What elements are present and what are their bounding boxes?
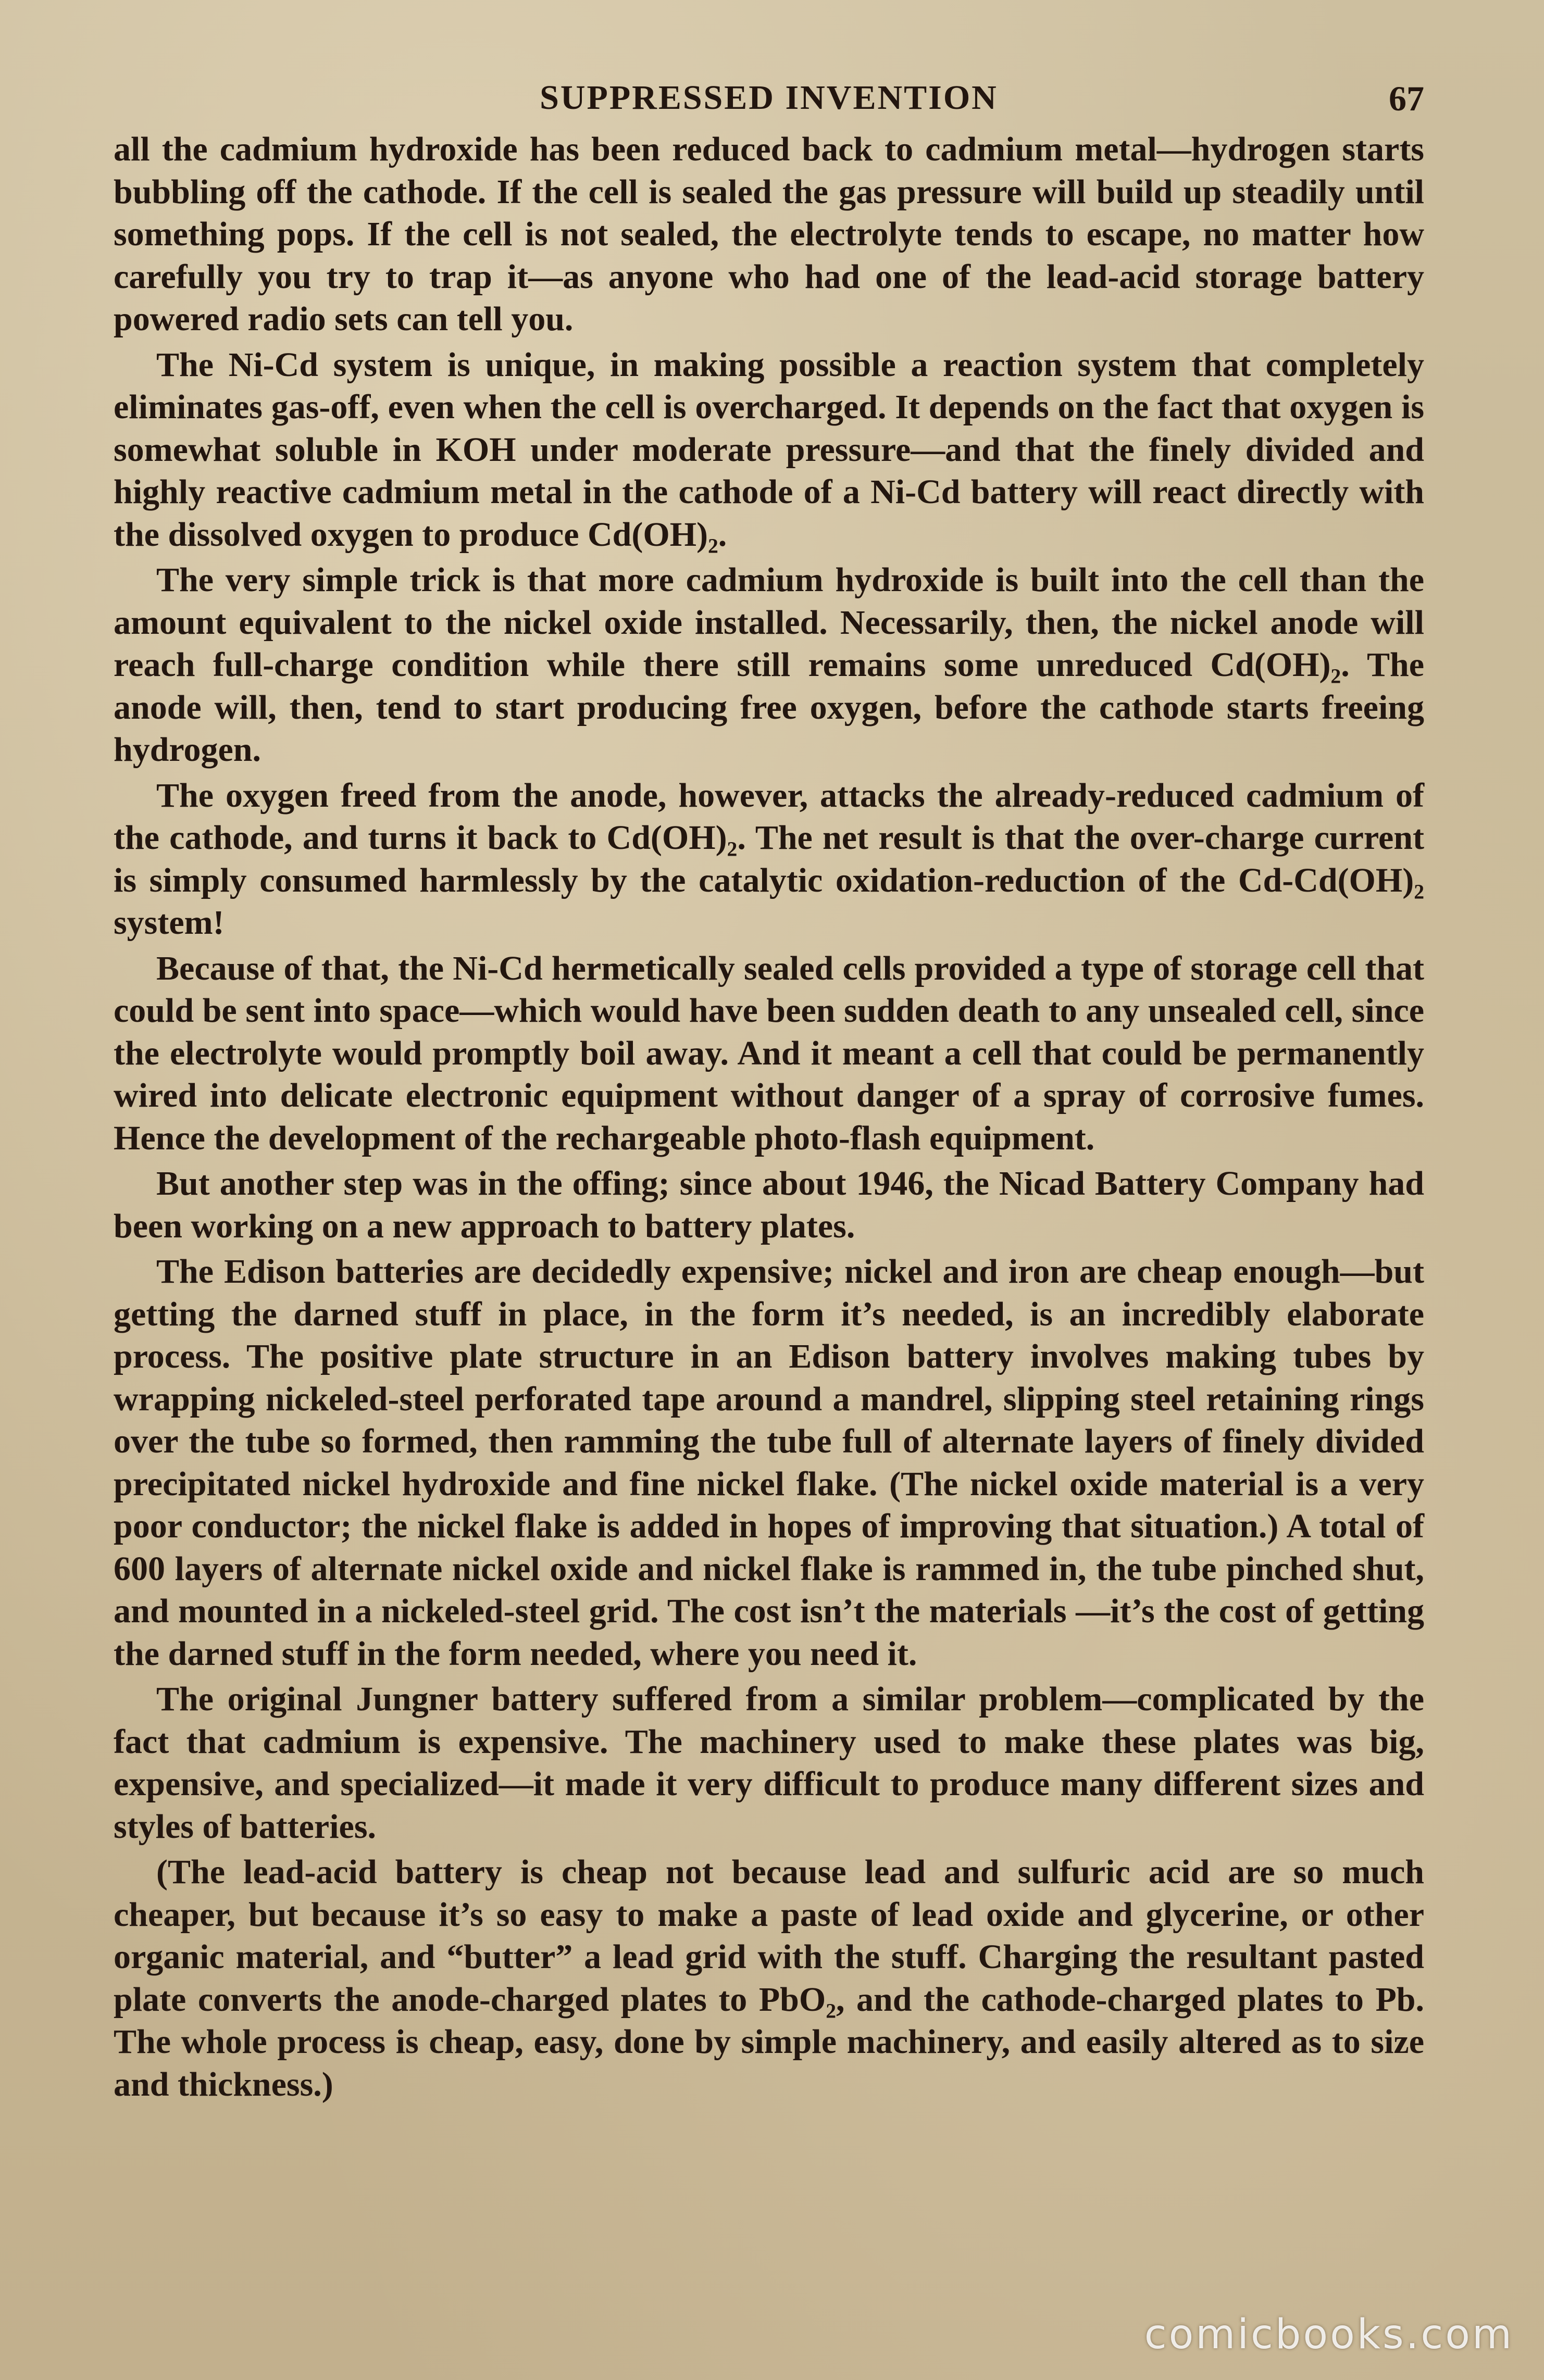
watermark: comicbooks.com (1144, 2311, 1514, 2358)
paragraph-9: (The lead-acid battery is cheap not because lead and sulfuric acid are so much cheaper, but because it’s so easy to make a paste of lead oxide and glycerine, or other organic material, and “butter” a lead grid with the stuff. Charging the resultant pasted plate converts the anode-charged plates to PbO₂, and the cathode-charged plates to Pb. The whole process is cheap, easy, done by simple machinery, and easily altered as to size and thickness.) (114, 1853, 1424, 2103)
paragraph-5: Because of that, the Ni-Cd hermetically sealed cells provided a type of storage cell that could be sent into space—which would have been sudden death to any unsealed cell, since the electrolyte would promptly boil away. And it meant a cell that could be permanently wired into delicate electronic equipment without danger of a spray of corrosive fumes. Hence the development of the rechargeable photo-flash equipment. (114, 949, 1424, 1157)
paragraph-3: The very simple trick is that more cadmium hydroxide is built into the cell than the amount equivalent to the nickel oxide installed. Necessarily, then, the nickel anode will reach full-charge condition while there still remains some unreduced Cd(OH)₂. The anode will, then, tend to start producing free oxygen, before the cathode starts freeing hydrogen. (114, 561, 1424, 769)
book-page (114, 78, 1424, 2109)
body-text (114, 128, 1424, 2106)
running-head (114, 78, 1424, 128)
paragraph-6: But another step was in the offing; since about 1946, the Nicad Battery Company had been working on a new approach to battery plates. (114, 1164, 1424, 1245)
paragraph-4: The oxygen freed from the anode, however, attacks the already-reduced cadmium of the cathode, and turns it back to Cd(OH)₂. The net result is that the over-charge current is simply consumed harmlessly by the catalytic oxidation-reduction of the Cd-Cd(OH)₂ system! (114, 776, 1424, 942)
running-title: SUPPRESSED INVENTION (540, 79, 998, 117)
paragraph-1: all the cadmium hydroxide has been reduced back to cadmium metal—hydrogen starts bubbling off the cathode. If the cell is sealed the gas pressure will build up steadily until something pops. If the cell is not sealed, the electrolyte tends to escape, no matter how carefully you try to trap it—as anyone who had one of the lead-acid storage battery powered radio sets can tell you. (114, 130, 1424, 338)
paragraph-2: The Ni-Cd system is unique, in making possible a reaction system that completely eliminates gas-off, even when the cell is overcharged. It depends on the fact that oxygen is somewhat soluble in KOH under moderate pressure—and that the finely divided and highly reactive cadmium metal in the cathode of a Ni-Cd battery will react directly with the dissolved oxygen to produce Cd(OH)₂. (114, 345, 1424, 554)
paragraph-7: The Edison batteries are decidedly expensive; nickel and iron are cheap enough—but getting the darned stuff in place, in the form it’s needed, is an incredibly elaborate process. The positive plate structure in an Edison battery involves making tubes by wrapping nickeled-steel perforated tape around a mandrel, slipping steel retaining rings over the tube so formed, then ramming the tube full of alternate layers of finely divided precipitated nickel hydroxide and fine nickel flake. (The nickel oxide material is a very poor conductor; the nickel flake is added in hopes of improving that situation.) A total of 600 layers of alternate nickel oxide and nickel flake is rammed in, the tube pinched shut, and mounted in a nickeled-steel grid. The cost isn’t the materials —it’s the cost of getting the darned stuff in the form needed, where you need it. (114, 1252, 1424, 1673)
page-number: 67 (1389, 79, 1424, 118)
paragraph-8: The original Jungner battery suffered from a similar problem—complicated by the fact that cadmium is expensive. The machinery used to make these plates was big, expensive, and specialized—it made it very difficult to produce many different sizes and styles of batteries. (114, 1680, 1424, 1846)
